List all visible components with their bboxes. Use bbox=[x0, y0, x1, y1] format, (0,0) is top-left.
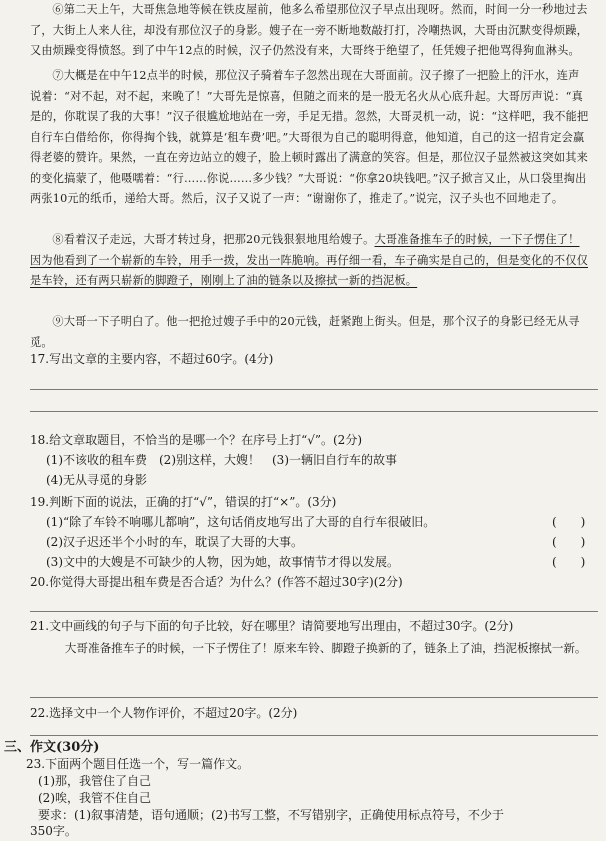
passage-paragraph-8 bbox=[30, 230, 590, 292]
paragraph-8-text: ⑧看着汉子走远，大哥才转过身，把那20元钱狠狠地甩给嫂子。 bbox=[52, 233, 375, 246]
question-19-item-3: (3)文中的大嫂是不可缺少的人物，因为她，故事情节才得以发展。 bbox=[46, 555, 400, 569]
answer-paren-19-2[interactable]: ( ) bbox=[552, 535, 586, 549]
question-19-item-2: (2)汉子迟还半个小时的车，耽误了大哥的大事。 bbox=[46, 535, 303, 549]
composition-requirements: 要求：(1)叙事清楚，语句通顺；(2)书写工整，不写错别字，正确使用标点符号，不少于 bbox=[38, 808, 504, 822]
answer-paren-19-1[interactable]: ( ) bbox=[552, 515, 586, 529]
passage-paragraph-6: ⑥第二天上午，大哥焦急地等候在铁皮屋前，他多么希望那位汉子早点出现呀。然而，时间一分一秒地过去了，大街上人来人往，却没有那位汉子的身影。嫂子在一旁不断地数敲打打，冷嘲热讽，大哥由沉默变得烦躁，又由烦躁变得愤怒。到了中午12点的时候，汉子仍然没有来，大哥终于绝望了，任凭嫂子把他骂得狗血淋头。 bbox=[30, 3, 588, 57]
comparison-sentence: 大哥准备推车子的时候，一下子愣住了！原来车铃、脚蹬子换新的了，链条上了油，挡泥板擦拭一新。 bbox=[64, 641, 587, 655]
question-22: 22.选择文中一个人物作评价，不超过20字。(2分) bbox=[30, 706, 298, 720]
answer-line-17a[interactable] bbox=[30, 389, 598, 390]
composition-topic-1: (1)那，我管住了自己 bbox=[38, 774, 151, 788]
question-17: 17.写出文章的主要内容，不超过60字。(4分) bbox=[30, 352, 274, 366]
question-19-item-1: (1)“除了车铃不响哪儿都响”，这句话俏皮地写出了大哥的自行车很破旧。 bbox=[46, 515, 436, 529]
passage-paragraph-7: ⑦大概是在中午12点半的时候，那位汉子骑着车子忽然出现在大哥面前。汉子擦了一把脸上的汗水，连声说着：“对不起，对不起，来晚了！”大哥先是惊喜，但随之而来的是一股无名火从心底升起。大哥厉声说：“真是的，你耽误了我的大事！”汉子很尴尬地站在一旁，手足无措。忽然，大哥灵机一动，说：“这样吧，我不能把自行车白借给你，你得掏个钱，就算是‘租车费’吧。”大哥很为自己的聪明得意，他知道，自己的这一招肯定会赢得老婆的赞许。果然，一直在旁边站立的嫂子，脸上顿时露出了满意的笑容。但是，那位汉子显然被这突如其来的变化搞蒙了，他嗫嚅着：“行……你说……多少钱？”大哥说：“你拿20块钱吧。”汉子掀言又止，从口袋里掏出两张10元的纸币，递给大哥。然后，汉子又说了一声：“谢谢你了，推走了。”说完，汉子头也不回地走了。 bbox=[30, 69, 589, 205]
question-18-options-row2[interactable]: (4)无从寻觅的身影 bbox=[46, 473, 147, 487]
answer-line-17b[interactable] bbox=[30, 411, 598, 412]
question-18: 18.给文章取题目，不恰当的是哪一个？在序号上打“√”。(2分) bbox=[30, 433, 363, 447]
passage-paragraph-9: ⑨大哥一下子明白了。他一把抢过嫂子手中的20元钱，赶紧跑上街头。但是，那个汉子的身影已经无从寻觅。 bbox=[30, 315, 580, 349]
answer-line-20[interactable] bbox=[30, 611, 598, 612]
answer-line-21[interactable] bbox=[30, 697, 598, 698]
question-23: 23.下面两个题目任选一个，写一篇作文。 bbox=[26, 757, 250, 771]
question-20: 20.你觉得大哥提出租车费是否合适？为什么？(作答不超过30字)(2分) bbox=[30, 575, 403, 589]
question-21: 21.文中画线的句子与下面的句子比较，好在哪里？请简要地写出理由，不超过30字。(2分) bbox=[30, 619, 514, 633]
composition-heading: 三、作文(30分) bbox=[4, 740, 100, 755]
answer-paren-19-3[interactable]: ( ) bbox=[552, 555, 586, 569]
answer-line-22[interactable] bbox=[30, 735, 598, 736]
composition-topic-2: (2)唉，我管不住自己 bbox=[38, 791, 151, 805]
question-18-options-row1[interactable]: (1)不该收的租车费 (2)别这样，大嫂！ (3)一辆旧自行车的故事 bbox=[46, 453, 397, 467]
question-19: 19.判断下面的说法，正确的打“√”，错误的打“×”。(3分) bbox=[30, 495, 337, 509]
underlined-sentence: 大哥准备推车子的时候，一下子愣住了！因为他看到了一个崭新的车铃，用手一拨，发出一阵脆响。再仔细一看，车子确实是自己的，但是变化的不仅仅是车铃，还有两只崭新的脚蹬子，刚刚上了油的链条以及擦拭一新的挡泥板。 bbox=[30, 233, 588, 287]
composition-requirements-end: 350字。 bbox=[30, 824, 77, 838]
